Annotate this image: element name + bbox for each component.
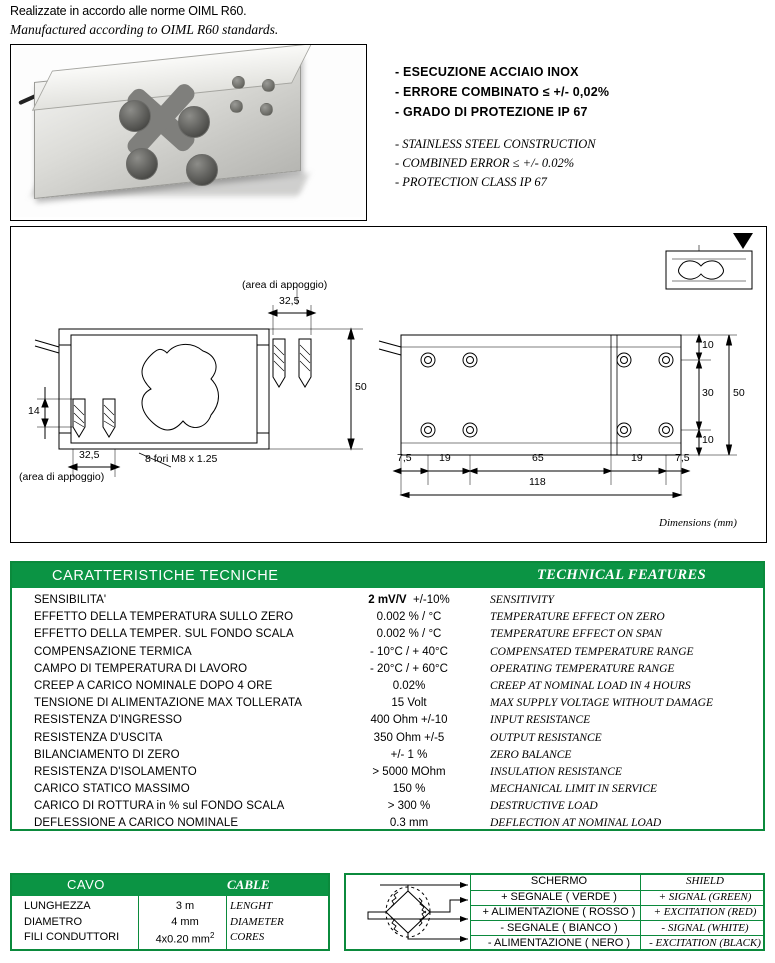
cable-label-en: CORES [230, 931, 265, 943]
table-row [346, 922, 765, 938]
spec-value: > 300 % [387, 800, 431, 813]
product-photo [10, 44, 367, 221]
spec-value-bold: 2 mV/V [368, 594, 407, 606]
table-row [12, 916, 328, 932]
feature-en-2: - PROTECTION CLASS IP 67 [395, 175, 547, 189]
dim-left-height: 14 [28, 405, 40, 417]
wiring-label-it: SCHERMO [530, 875, 588, 887]
cable-value: 4 mm [171, 915, 199, 928]
cable-value: 3 m [175, 900, 195, 912]
spec-label-it: CREEP A CARICO NOMINALE DOPO 4 ORE [34, 679, 273, 692]
table-row [12, 663, 763, 680]
spec-label-en: TEMPERATURE EFFECT ON ZERO [490, 611, 665, 624]
table-row [346, 875, 765, 891]
wiring-label-en: + EXCITATION (RED) [653, 906, 757, 918]
features-english [395, 135, 765, 192]
table-row [12, 817, 763, 834]
spec-value: +/- 1 % [390, 748, 428, 761]
dim-b2: 19 [439, 452, 451, 464]
label-area-bottom: (area di appoggio) [19, 471, 105, 483]
table-row [346, 906, 765, 922]
table-row [12, 680, 763, 697]
spec-label-it: CARICO STATICO MASSIMO [34, 783, 190, 796]
spec-label-it: COMPENSAZIONE TERMICA [34, 645, 192, 658]
cable-label-it: LUNGHEZZA [24, 900, 91, 912]
technical-features-body [12, 588, 763, 835]
spec-value: 0.002 % / °C [376, 628, 442, 641]
load-cell-screw-2 [262, 79, 275, 92]
cable-title-italian: CAVO [67, 877, 105, 892]
table-row [12, 611, 763, 628]
table-row [12, 594, 763, 611]
dim-b4: 19 [631, 452, 643, 464]
wiring-table [344, 873, 765, 951]
features-list [395, 62, 765, 192]
technical-features-header [12, 563, 763, 588]
spec-label-en: OUTPUT RESISTANCE [490, 731, 602, 744]
table-row [346, 937, 765, 953]
label-holes: 8 fori M8 x 1.25 [145, 453, 218, 465]
feature-it-1: - ERRORE COMBINATO ≤ +/- 0,02% [395, 85, 610, 99]
load-cell-hole-3 [126, 148, 158, 180]
wiring-label-en: - EXCITATION (BLACK) [649, 937, 761, 949]
spec-label-en: MECHANICAL LIMIT IN SERVICE [490, 783, 658, 796]
spec-label-en: MAX SUPPLY VOLTAGE WITHOUT DAMAGE [490, 697, 714, 710]
wiring-label-it: + ALIMENTAZIONE ( ROSSO ) [482, 906, 636, 918]
spec-value: 15 Volt [391, 697, 427, 710]
dim-right-h2: 30 [702, 387, 714, 399]
table-row [346, 891, 765, 907]
spec-label-en: OPERATING TEMPERATURE RANGE [490, 662, 675, 675]
wiring-label-it: - ALIMENTAZIONE ( NERO ) [487, 937, 631, 949]
header-italian: Realizzate in accordo alle norme OIML R60. [10, 4, 247, 18]
dim-right-h1: 10 [702, 339, 714, 351]
cable-label-it: FILI CONDUTTORI [24, 931, 120, 943]
load-cell-screw-1 [232, 76, 245, 89]
spec-value: 350 Ohm +/-5 [373, 731, 445, 744]
wiring-label-it: - SEGNALE ( BIANCO ) [500, 921, 618, 934]
spec-value: 150 % [392, 783, 426, 796]
wiring-rows [346, 875, 765, 953]
load-cell-hole-1 [119, 100, 151, 132]
spec-label-it: EFFETTO DELLA TEMPER. SUL FONDO SCALA [34, 628, 294, 641]
spec-label-en: CREEP AT NOMINAL LOAD IN 4 HOURS [490, 679, 691, 692]
table-row [12, 783, 763, 800]
cable-table-body [12, 896, 328, 947]
spec-label-en: INSULATION RESISTANCE [490, 765, 622, 778]
cable-table [10, 873, 330, 951]
spec-label-en: TEMPERATURE EFFECT ON SPAN [490, 628, 662, 641]
technical-title-english: TECHNICAL FEATURES [537, 567, 707, 583]
wiring-label-it: + SEGNALE ( VERDE ) [501, 890, 617, 903]
dim-right-h3: 10 [702, 434, 714, 446]
spec-value: > 5000 MOhm [372, 765, 446, 778]
spec-value [334, 594, 484, 606]
spec-label-en: SENSITIVITY [490, 594, 554, 606]
feature-it-0: - ESECUZIONE ACCIAIO INOX [395, 65, 579, 79]
table-row [12, 628, 763, 645]
cable-title-english: CABLE [227, 877, 270, 892]
table-row [12, 697, 763, 714]
dim-b5: 7,5 [675, 452, 690, 464]
spec-label-it: TENSIONE DI ALIMENTAZIONE MAX TOLLERATA [34, 697, 303, 710]
table-row [12, 766, 763, 783]
technical-features-table [10, 561, 765, 831]
wiring-label-en: SHIELD [686, 875, 724, 887]
load-cell-screw-3 [230, 100, 243, 113]
spec-value: - 10°C / + 40°C [370, 645, 448, 658]
spec-value: 0.3 mm [389, 817, 429, 830]
load-cell-hole-4 [186, 154, 218, 186]
spec-label-it: SENSIBILITA' [34, 594, 107, 606]
spec-label-en: ZERO BALANCE [490, 748, 572, 761]
table-row [12, 714, 763, 731]
wiring-label-en: - SIGNAL (WHITE) [661, 921, 749, 934]
spec-value-tolerance: +/-10% [412, 594, 450, 606]
dim-b1: 7,5 [397, 452, 412, 464]
technical-drawing [10, 226, 767, 543]
cable-label-en: DIAMETER [230, 915, 284, 928]
label-area-top: (area di appoggio) [242, 279, 328, 291]
dim-bottom-width: 32,5 [79, 449, 100, 461]
spec-label-en: INPUT RESISTANCE [490, 714, 591, 727]
spec-label-en: COMPENSATED TEMPERATURE RANGE [490, 645, 694, 658]
spec-label-it: RESISTENZA D'INGRESSO [34, 714, 183, 727]
spec-label-it: RESISTENZA D'USCITA [34, 731, 163, 744]
spec-label-it: RESISTENZA D'ISOLAMENTO [34, 765, 197, 778]
spec-label-it: BILANCIAMENTO DI ZERO [34, 748, 180, 761]
spec-value: 400 Ohm +/-10 [370, 714, 448, 727]
table-row [12, 931, 328, 947]
technical-title-italian: CARATTERISTICHE TECNICHE [52, 567, 279, 584]
wiring-label-en: + SIGNAL (GREEN) [658, 890, 752, 903]
table-row [12, 646, 763, 663]
table-row [12, 732, 763, 749]
spec-label-it: CARICO DI ROTTURA in % sul FONDO SCALA [34, 800, 285, 813]
dim-side-height: 50 [355, 381, 367, 393]
cable-label-it: DIAMETRO [24, 915, 83, 928]
cable-table-header [12, 875, 328, 896]
dim-top-width: 32,5 [279, 295, 300, 307]
load-cell-screw-4 [260, 103, 273, 116]
table-row [12, 800, 763, 817]
feature-it-2: - GRADO DI PROTEZIONE IP 67 [395, 105, 588, 119]
dim-b3: 65 [532, 452, 544, 464]
dim-right-total: 50 [733, 387, 745, 399]
features-italian [395, 62, 765, 122]
product-photo-inner [14, 48, 363, 217]
load-direction-arrow [733, 233, 753, 249]
spec-label-it: EFFETTO DELLA TEMPERATURA SULLO ZERO [34, 611, 294, 624]
spec-label-it: CAMPO DI TEMPERATURA DI LAVORO [34, 662, 248, 675]
dim-total-length: 118 [529, 476, 546, 488]
spec-value: - 20°C / + 60°C [370, 662, 448, 675]
feature-en-1: - COMBINED ERROR ≤ +/- 0.02% [395, 156, 575, 170]
drawing-vectors [11, 227, 764, 540]
spec-value: 0.02% [392, 679, 426, 692]
spec-label-it: DEFLESSIONE A CARICO NOMINALE [34, 817, 239, 830]
load-cell-hole-2 [178, 106, 210, 138]
dimensions-note: Dimensions (mm) [659, 517, 737, 529]
spec-value: 0.002 % / °C [376, 611, 442, 624]
feature-en-0: - STAINLESS STEEL CONSTRUCTION [395, 137, 596, 151]
spec-label-en: DESTRUCTIVE LOAD [490, 800, 598, 813]
spec-label-en: DEFLECTION AT NOMINAL LOAD [490, 817, 662, 830]
table-row [12, 900, 328, 916]
cable-label-en: LENGHT [230, 900, 273, 912]
table-row [12, 749, 763, 766]
cable-value: 4x0.20 $mm^2$ [155, 931, 215, 946]
header-english: Manufactured according to OIML R60 standards. [10, 22, 279, 37]
